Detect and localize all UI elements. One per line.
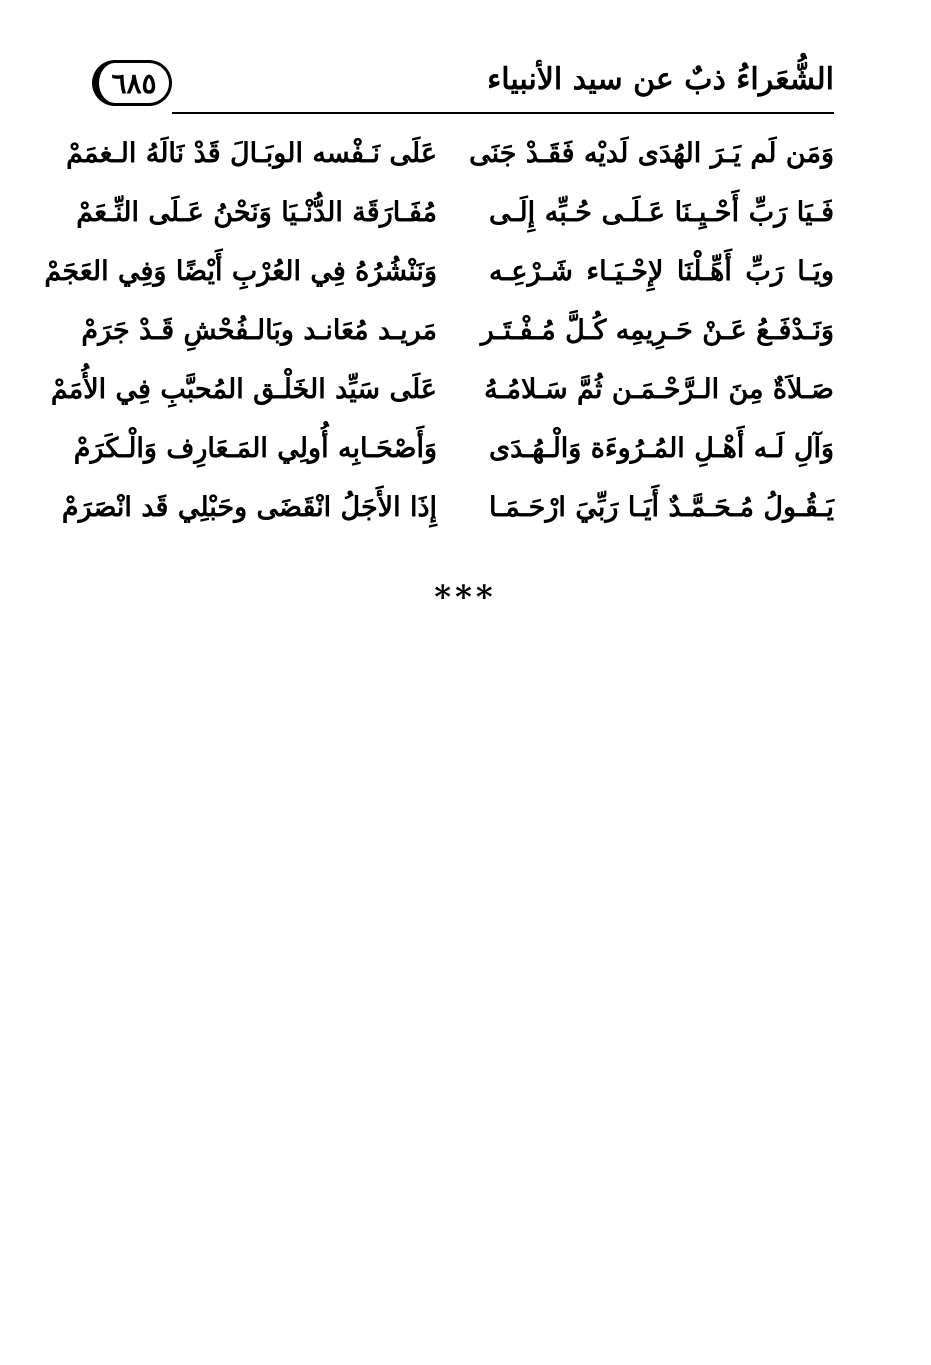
verse-3 xyxy=(44,246,834,305)
verse-4-first-hemistich: وَنَـدْفَـعُ عَـنْ حَـرِيمِه كُـلَّ مُـفْـتَـر xyxy=(480,315,834,346)
verse-5-second-hemistich: عَلَى سَيِّد الخَلْـق المُحبَّبِ فِي الأُمَمْ xyxy=(50,374,437,405)
verse-3-first-hemistich: ويَـا رَبِّ أَهِّـلْنَا لإِحْـيَـاء شَـرْعِـه xyxy=(489,256,834,287)
verse-1-first-hemistich: وَمَن لَم يَـرَ الهُدَى لَديْه فَقَـدْ جَنَى xyxy=(469,138,834,169)
verse-3-second-hemistich: وَنَنْشُرُهُ فِي العُرْبِ أَيْضًا وَفِي العَجَمْ xyxy=(44,256,437,287)
verse-4-second-hemistich: مَريـد مُعَانـد وبَالـفُحْشِ قَـدْ جَرَمْ xyxy=(81,315,437,346)
verse-5-first-hemistich: صَـلاَةٌ مِنَ الـرَّحْـمَـن ثُمَّ سَـلامُـهُ xyxy=(484,374,834,405)
verse-4 xyxy=(81,305,834,364)
verse-1 xyxy=(66,128,834,187)
verse-6-second-hemistich: وَأَصْحَـابِه أُولِي المَـعَارِف وَالْـكَرَمْ xyxy=(73,433,437,464)
poem xyxy=(44,128,834,541)
running-title: الشُّعَراءُ ذبٌ عن سيد الأنبياء xyxy=(487,62,834,97)
verse-6 xyxy=(73,423,834,482)
verse-2 xyxy=(76,187,834,246)
page-number: ٦٨٥ xyxy=(92,60,172,106)
verse-7-first-hemistich: يَـقُـولُ مُـحَـمَّـدٌ أَيَـا رَبِّيَ ارْحَـمَـا xyxy=(489,492,834,523)
verse-7 xyxy=(61,482,834,541)
verse-5 xyxy=(50,364,834,423)
verse-1-second-hemistich: عَلَى نَـفْسه الوبَـالَ قَدْ نَالَهُ الـغمَمْ xyxy=(66,138,437,169)
section-separator: *** xyxy=(434,578,497,616)
verse-7-second-hemistich: إِذَا الأَجَلُ انْقَضَى وحَبْلِي قَد انْصَرَمْ xyxy=(61,492,437,523)
verse-2-first-hemistich: فَـيَا رَبِّ أَحْـيِـنَا عَـلَـى حُـبِّه إِلَـى xyxy=(489,197,834,228)
verse-2-second-hemistich: مُفَـارَقَة الدُّنْـيَا وَنَحْنُ عَـلَى النِّـعَمْ xyxy=(76,197,437,228)
header-rule xyxy=(172,112,834,114)
verse-6-first-hemistich: وَآلِ لَـه أَهْـلِ المُـرُوءَة وَالْـهُـدَى xyxy=(489,433,834,464)
page-header xyxy=(92,56,834,116)
